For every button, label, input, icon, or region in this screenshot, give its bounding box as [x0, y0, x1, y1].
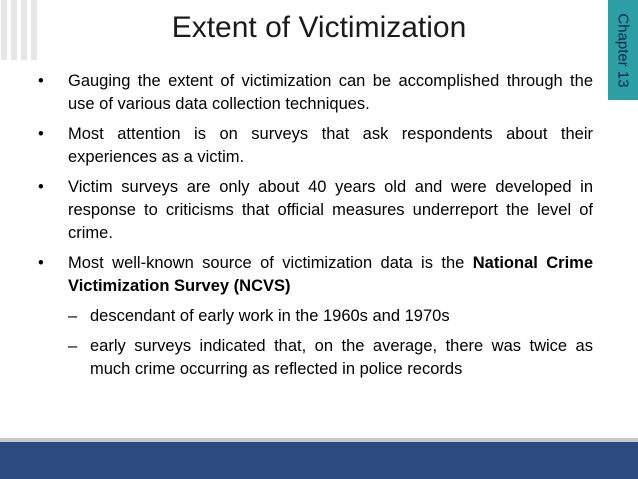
bullet-text: Gauging the extent of victimization can be accomplished through the use of various data collection techniques. — [68, 72, 593, 113]
bullet-text: Victim surveys are only about 40 years old and were developed in response to criticisms that official measures underreport the level of crime. — [68, 178, 593, 242]
sub-bullet-text: early surveys indicated that, on the average, there was twice as much crime occurring as reflected in police records — [90, 337, 593, 378]
sub-bullet-dash-icon: – — [68, 307, 78, 325]
sub-bullet-dash-icon: – — [68, 337, 78, 355]
sub-bullet-item — [38, 305, 593, 328]
slide-title — [0, 8, 638, 48]
chapter-tab — [608, 0, 638, 100]
sub-bullet-text: descendant of early work in the 1960s and 1970s — [90, 307, 450, 325]
bullet-item — [38, 252, 593, 298]
bullet-item — [38, 123, 593, 169]
bullet-text-bold: National Crime Victimization Survey (NCVS) — [68, 254, 593, 295]
sub-bullet-item — [38, 335, 593, 381]
bullet-item — [38, 70, 593, 116]
bullet-dot-icon: • — [38, 178, 44, 196]
slide-title-part2: Victimization — [298, 11, 467, 44]
bullet-dot-icon: • — [38, 125, 44, 143]
chapter-tab-label: Chapter 13 — [614, 12, 632, 88]
slide-body — [38, 70, 593, 388]
bullet-item — [38, 176, 593, 245]
bullet-dot-icon: • — [38, 254, 44, 272]
bullet-text: Most attention is on surveys that ask respondents about their experiences as a victim. — [68, 125, 593, 166]
footer-bar — [0, 438, 638, 479]
bullet-dot-icon: • — [38, 72, 44, 90]
slide-title-part1: Extent of — [171, 11, 299, 44]
bullet-text: Most well-known source of victimization data is the — [68, 254, 473, 272]
